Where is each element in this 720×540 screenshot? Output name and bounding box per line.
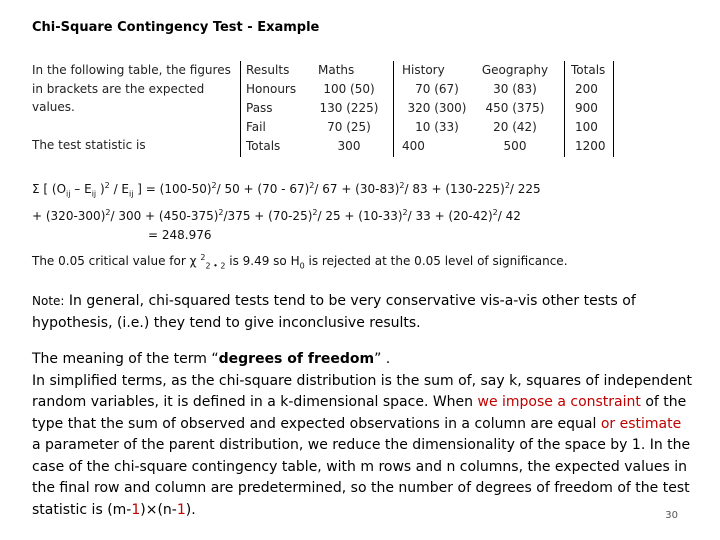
note-paragraph: Note: In general, chi-squared tests tend to be very conservative vis-a-vis other tests of hypothesis, (i.e.) they tend to give inconclusive results.: [32, 293, 636, 331]
table-cell: 130 (225): [319, 101, 379, 115]
meaning-heading: The meaning of the term “degrees of freedom” .: [32, 351, 391, 367]
table-cell: Fail: [246, 120, 266, 134]
table-cell: 30 (83): [493, 82, 537, 96]
table-column-totals: [571, 61, 606, 156]
table-header: Results: [246, 63, 290, 77]
table-cell: 400: [402, 139, 425, 153]
table-cell: 100 (50): [323, 82, 375, 96]
table-left-border: [240, 61, 241, 157]
table-cell: 10 (33): [415, 120, 459, 134]
formula-result: = 248.976: [148, 228, 212, 243]
table-right-border: [613, 61, 614, 157]
slide-title: Chi-Square Contingency Test - Example: [32, 20, 320, 35]
note-label: Note:: [32, 294, 65, 308]
table-column-history: [400, 61, 474, 156]
table-cell: Pass: [246, 101, 273, 115]
table-header: History: [402, 63, 445, 77]
formula-line-1: Σ [ ($O_{ij} - E_{ij}$ )$^2 / E_{ij}$ ] = $(100-50)^2/$ 50 + (70 - 67)$^2$/ $67 + (30-83)^2/$ $83 + (130-225)^2/$ 225: [32, 181, 541, 199]
table-cell: 900: [575, 101, 598, 115]
table-column-maths: [316, 61, 382, 156]
table-divider: [393, 61, 394, 157]
sigma-symbol: Σ: [32, 182, 40, 196]
table-cell: 500: [503, 139, 527, 153]
table-cell: 450 (375): [485, 101, 545, 115]
statistic-label: The test statistic is: [32, 138, 146, 152]
meaning-body: In simplified terms, as the chi-square distribution is the sum of, say k, squares of independent random variables, it is defined in a k-dimensional space. When we impose a constraint of the type that the sum of observed and expected observations in a column are equal or estimate a parameter of the parent distribution, we reduce the dimensionality of the space by 1. In the case of the chi-square contingency table, with m rows and n columns, the expected values in the final row and column are predetermined, so the number of degrees of freedom of the test statistic is (m-1)×(n-1).: [32, 372, 692, 518]
table-cell: 300: [337, 139, 361, 153]
table-cell: 70 (67): [415, 82, 459, 96]
table-cell: Honours: [246, 82, 297, 96]
table-cell: 1200: [575, 139, 606, 153]
degrees-of-freedom-paragraph: [32, 349, 692, 521]
table-column-geography: [476, 61, 554, 156]
table-cell: 200: [575, 82, 598, 96]
table-header: Geography: [481, 63, 549, 77]
test-statistic-formula: [32, 176, 541, 245]
table-divider: [564, 61, 565, 157]
table-cell: 20 (42): [493, 120, 537, 134]
table-cell: 320 (300): [407, 101, 467, 115]
page-number: 30: [665, 510, 678, 521]
table-header: Totals: [571, 63, 606, 77]
table-cell: Totals: [246, 139, 281, 153]
table-header: Maths: [318, 63, 355, 77]
chi-symbol: χ: [189, 254, 197, 268]
table-cell: 70 (25): [327, 120, 371, 134]
formula-line-2: + $(320-300)^2/$ $300 + (450-375)^2/375 + (70-25)^2/$ $25 + (10-33)^2/$ $33 + (20-42)^2/$ 42: [32, 208, 521, 224]
table-column-results: [246, 61, 296, 156]
table-cell: 100: [575, 120, 598, 134]
critical-value-text: The 0.05 critical value for χ $^2_{2 • 2}$ is 9.49 so $H_0$ is rejected at the 0.05 level of significance.: [32, 253, 568, 271]
intro-text: In the following table, the figures in brackets are the expected values.: [32, 63, 231, 114]
